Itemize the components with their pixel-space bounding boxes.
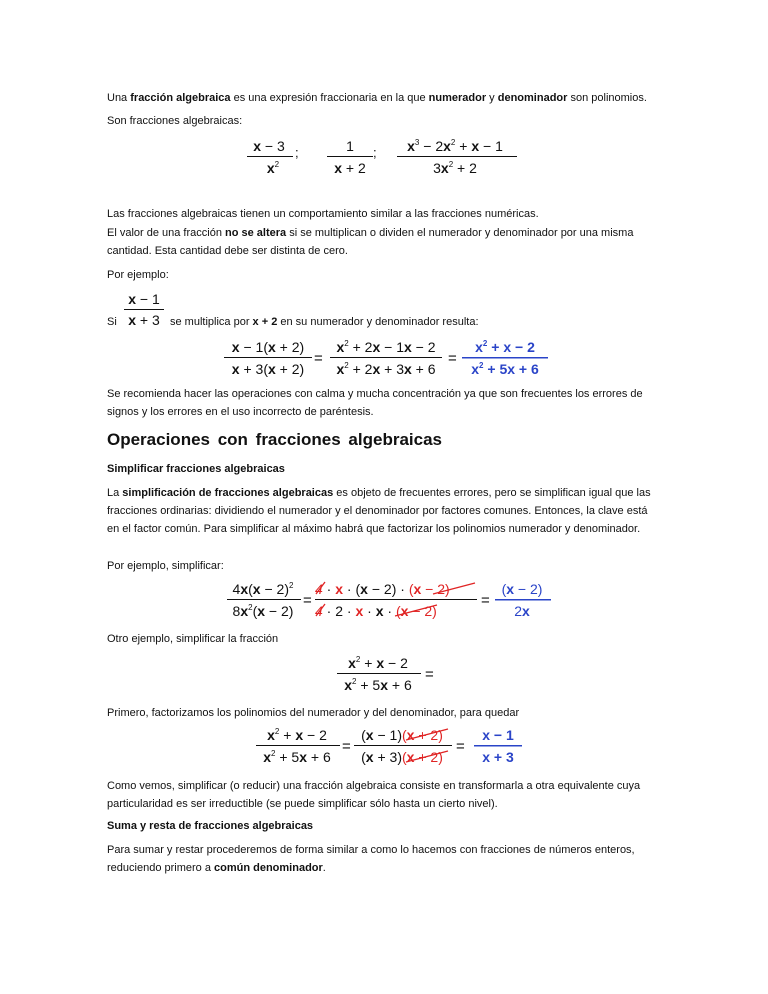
- example-fractions: [245, 135, 535, 181]
- svg-text:x2 + 2x − 1x − 2: $x^2 + 2x - 1x - 2$: [336, 339, 436, 355]
- separator-1: ;: [295, 145, 299, 160]
- si-word: Si: [107, 316, 117, 328]
- svg-text:(x + 3)(x + 2): (x + 3)(x + 2): [361, 749, 443, 765]
- svg-text:x − 1: x − 1: [128, 291, 160, 307]
- svg-text:3x2 + 2: $3x^2 + 2$: [433, 160, 477, 176]
- svg-text:x3 − 2x2 + x − 1: $x^3 - 2x^2 + x - 1$: [407, 138, 503, 154]
- eq1-left-fraction: [224, 339, 312, 377]
- svg-text:(x − 2): (x − 2): [501, 581, 543, 597]
- svg-text:=: =: [314, 350, 323, 367]
- other-example-label: Otro ejemplo, simplificar la fracción: [107, 633, 279, 645]
- eq2-result-fraction: [495, 581, 551, 619]
- heading-simplify: Simplificar fracciones algebraicas: [107, 463, 285, 475]
- svg-text:4x(x − 2)2: $4x(x - 2)^2$: [232, 581, 294, 597]
- equation-simplify: [225, 578, 555, 624]
- si-fraction: [122, 290, 168, 330]
- svg-text:=: =: [342, 738, 351, 755]
- svg-text:x + 3: x + 3: [482, 749, 514, 765]
- fraction-2: [327, 138, 373, 176]
- svg-text:=: =: [481, 592, 490, 609]
- svg-text:x2 + x − 2: $x^2 + x - 2$: [475, 339, 535, 355]
- eq4-result-fraction: [474, 727, 522, 765]
- svg-text:x2 + 5x + 6: $x^2 + 5x + 6$: [263, 749, 331, 765]
- svg-text:(x − 1)(x + 2): (x − 1)(x + 2): [361, 727, 443, 743]
- svg-text:=: =: [425, 666, 434, 683]
- factor-paragraph: Primero, factorizamos los polinomios del numerador y del denominador, para quedar: [107, 707, 520, 719]
- svg-text:x − 1(x + 2): x − 1(x + 2): [231, 339, 305, 355]
- simplify-example-label: Por ejemplo, simplificar:: [107, 560, 224, 572]
- heading-sum: Suma y resta de fracciones algebraicas: [107, 820, 314, 832]
- irreducible-paragraph: Como vemos, simplificar (o reducir) una fracción algebraica consiste en transformarla a otra equivalente cuya particularidad es ser irreductible (se puede simplificar sólo hasta un cierto nivel).: [107, 780, 641, 810]
- sum-paragraph: Para sumar y restar procederemos de forma similar a como lo hacemos con fracciones de números enteros, reduciendo primero a común denominador.: [107, 844, 635, 874]
- advice-paragraph: Se recomienda hacer las operaciones con calma y mucha concentración ya que son frecuentes los errores de signos y los errores en el uso incorrecto de paréntesis.: [107, 388, 643, 418]
- example-label: Por ejemplo:: [107, 269, 169, 281]
- svg-text:x2 + 2x + 3x + 6: $x^2 + 2x + 3x + 6$: [336, 361, 436, 377]
- svg-text:x2 + 5x + 6: $x^2 + 5x + 6$: [471, 361, 539, 377]
- svg-text:2x: 2x: [514, 603, 530, 619]
- svg-text:4 · x · (x − 2) · (x − 2): 4 · x · (x − 2) · (x − 2): [315, 581, 450, 597]
- eq2-cancel-fraction: [315, 581, 477, 619]
- simplify-paragraph: La simplificación de fracciones algebraicas es objeto de frecuentes errores, pero se simplifican igual que las fracciones ordinarias: dividiendo el numerador y el denominador por factores comunes. Entonces, la clave está en el factor común. Para simplificar al máximo habrá que factorizar los polinomios numerador y denominador.: [107, 487, 651, 535]
- svg-text:x + 3(x + 2): x + 3(x + 2): [231, 361, 305, 377]
- svg-text:=: =: [303, 592, 312, 609]
- eq4-left-fraction: [256, 727, 340, 765]
- separator-2: ;: [373, 145, 377, 160]
- eq2-left-fraction: [227, 581, 301, 619]
- svg-text:=: =: [448, 350, 457, 367]
- svg-text:x2: $x^2$: [266, 160, 280, 176]
- intro-paragraph: Una fracción algebraica es una expresión fraccionaria en la que numerador y denominador son polinomios.: [107, 92, 647, 104]
- eq1-result-fraction: [462, 339, 548, 377]
- eq1-middle-fraction: [330, 339, 442, 377]
- examples-label: Son fracciones algebraicas:: [107, 115, 243, 127]
- svg-text:x − 3: x − 3: [253, 138, 285, 154]
- value-paragraph: El valor de una fracción no se altera si se multiplican o dividen el numerador y denominador por una misma cantidad. Esta cantidad debe ser distinta de cero.: [107, 227, 634, 257]
- svg-text:x − 1: x − 1: [482, 727, 514, 743]
- svg-text:4 · 2 · x · x · (x − 2): 4 · 2 · x · x · (x − 2): [315, 603, 437, 619]
- equation-multiply: [222, 336, 552, 382]
- fraction-3: [397, 138, 517, 176]
- svg-text:x2 + x − 2: $x^2 + x - 2$: [267, 727, 327, 743]
- eq4-middle-fraction: [354, 727, 452, 765]
- svg-text:=: =: [456, 738, 465, 755]
- equation-fraction: [335, 652, 445, 698]
- svg-text:1: 1: [346, 138, 354, 154]
- heading-operations: Operaciones con fracciones algebraicas: [107, 430, 442, 449]
- svg-text:x + 2: x + 2: [334, 160, 366, 176]
- fraction-1: [247, 138, 293, 176]
- si-text: se multiplica por x + 2 en su numerador y denominador resulta:: [170, 316, 479, 328]
- svg-text:x + 3: x + 3: [128, 312, 160, 328]
- svg-text:x2 + x − 2: $x^2 + x - 2$: [348, 655, 408, 671]
- svg-text:8x2(x − 2): $8x^2(x - 2)$: [232, 603, 294, 619]
- svg-text:x2 + 5x + 6: $x^2 + 5x + 6$: [344, 677, 412, 693]
- equation-factor: [254, 724, 544, 770]
- behavior-paragraph: Las fracciones algebraicas tienen un comportamiento similar a las fracciones numéricas.: [107, 208, 539, 220]
